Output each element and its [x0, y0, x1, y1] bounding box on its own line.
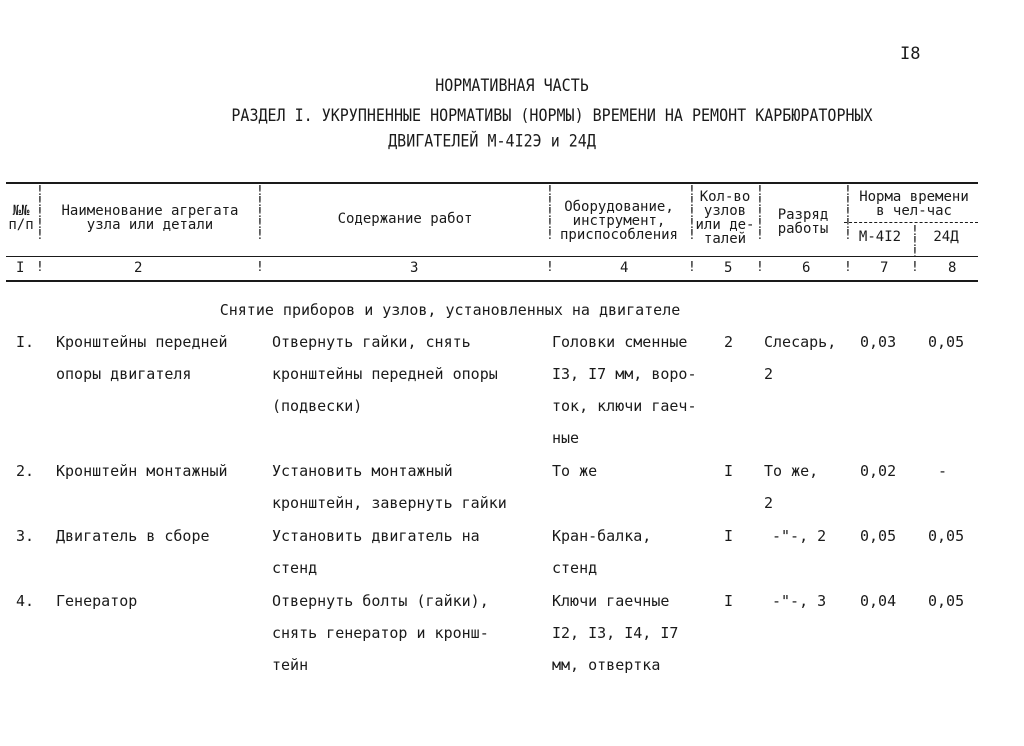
column-number-2: 2	[134, 260, 143, 276]
colnum-separator: !	[36, 260, 44, 275]
header-bottom-rule	[6, 256, 978, 257]
row-norm-m412: 0,03	[860, 333, 897, 351]
row-norm-24d: 0,05	[928, 527, 965, 545]
row-norm-24d: 0,05	[928, 333, 965, 351]
row-name: Кронштейны передней опоры двигателя	[56, 333, 228, 383]
row-norm-24d: -	[938, 462, 948, 480]
row-quantity: 2	[724, 333, 734, 351]
heading-normative-part: НОРМАТИВНАЯ ЧАСТЬ	[435, 74, 589, 96]
row-number: I.	[16, 333, 35, 351]
row-number: 2.	[16, 462, 35, 480]
column-number-6: 6	[802, 260, 811, 276]
header-col-number: №№ п/п	[8, 203, 34, 233]
row-grade: -"-, 2	[772, 527, 827, 545]
row-number: 3.	[16, 527, 35, 545]
row-equipment: Кран-балка, стенд	[552, 527, 652, 577]
column-number-5: 5	[724, 260, 733, 276]
heading-section-subtitle: ДВИГАТЕЛЕЙ М-4I2Э и 24Д	[388, 130, 596, 152]
section-title: Снятие приборов и узлов, установленных на двигателе	[219, 301, 681, 319]
colnum-separator: !	[688, 260, 696, 275]
row-quantity: I	[724, 462, 734, 480]
column-number-7: 7	[880, 260, 889, 276]
header-col-name: Наименование агрегата узла или детали	[61, 203, 239, 233]
colnum-separator: !	[844, 260, 852, 275]
column-number-4: 4	[620, 260, 629, 276]
colnum-separator: !	[546, 260, 554, 275]
header-col-equipment: Оборудование, инструмент, приспособления	[559, 199, 678, 243]
colnum-separator: !	[911, 260, 919, 275]
row-quantity: I	[724, 592, 734, 610]
row-norm-m412: 0,04	[860, 592, 897, 610]
header-col-grade: Разряд работы	[777, 207, 829, 237]
header-col-norm-24d: 24Д	[933, 229, 959, 245]
row-norm-m412: 0,02	[860, 462, 897, 480]
column-number-3: 3	[410, 260, 419, 276]
row-work: Установить двигатель на стенд	[272, 527, 480, 577]
row-work: Отвернуть гайки, снять кронштейны передней опоры (подвески)	[272, 333, 498, 415]
row-quantity: I	[724, 527, 734, 545]
row-work: Установить монтажный кронштейн, завернуть гайки	[272, 462, 507, 512]
column-number-1: I	[16, 260, 25, 276]
header-col-quantity: Кол-во узлов или де- талей	[695, 189, 755, 247]
colnum-separator: !	[256, 260, 264, 275]
row-work: Отвернуть болты (гайки), снять генератор и кронш- тейн	[272, 592, 489, 674]
row-name: Кронштейн монтажный	[56, 462, 228, 480]
table-top-rule	[6, 182, 978, 184]
row-number: 4.	[16, 592, 35, 610]
heading-section-title: РАЗДЕЛ I. УКРУПНЕННЫЕ НОРМАТИВЫ (НОРМЫ) ВРЕМЕНИ НА РЕМОНТ КАРБЮРАТОРНЫХ	[231, 104, 873, 126]
row-norm-m412: 0,05	[860, 527, 897, 545]
row-equipment: Ключи гаечные I2, I3, I4, I7 мм, отвертка	[552, 592, 679, 674]
page-number: I8	[900, 44, 921, 64]
row-name: Двигатель в сборе	[56, 527, 210, 545]
row-name: Генератор	[56, 592, 138, 610]
colnum-separator: !	[756, 260, 764, 275]
header-col-norm-m412: М-4I2	[858, 229, 902, 245]
row-norm-24d: 0,05	[928, 592, 965, 610]
row-grade: -"-, 3	[772, 592, 827, 610]
header-col-work: Содержание работ	[337, 211, 473, 227]
column-number-8: 8	[948, 260, 957, 276]
row-grade: Слесарь, 2	[764, 333, 837, 383]
header-col-norm-group: Норма времени в чел-час	[859, 189, 969, 219]
column-numbers-rule	[6, 280, 978, 282]
row-grade: То же, 2	[764, 462, 819, 512]
row-equipment: То же	[552, 462, 598, 480]
row-equipment: Головки сменные I3, I7 мм, воро- ток, ключи гаеч- ные	[552, 333, 697, 447]
